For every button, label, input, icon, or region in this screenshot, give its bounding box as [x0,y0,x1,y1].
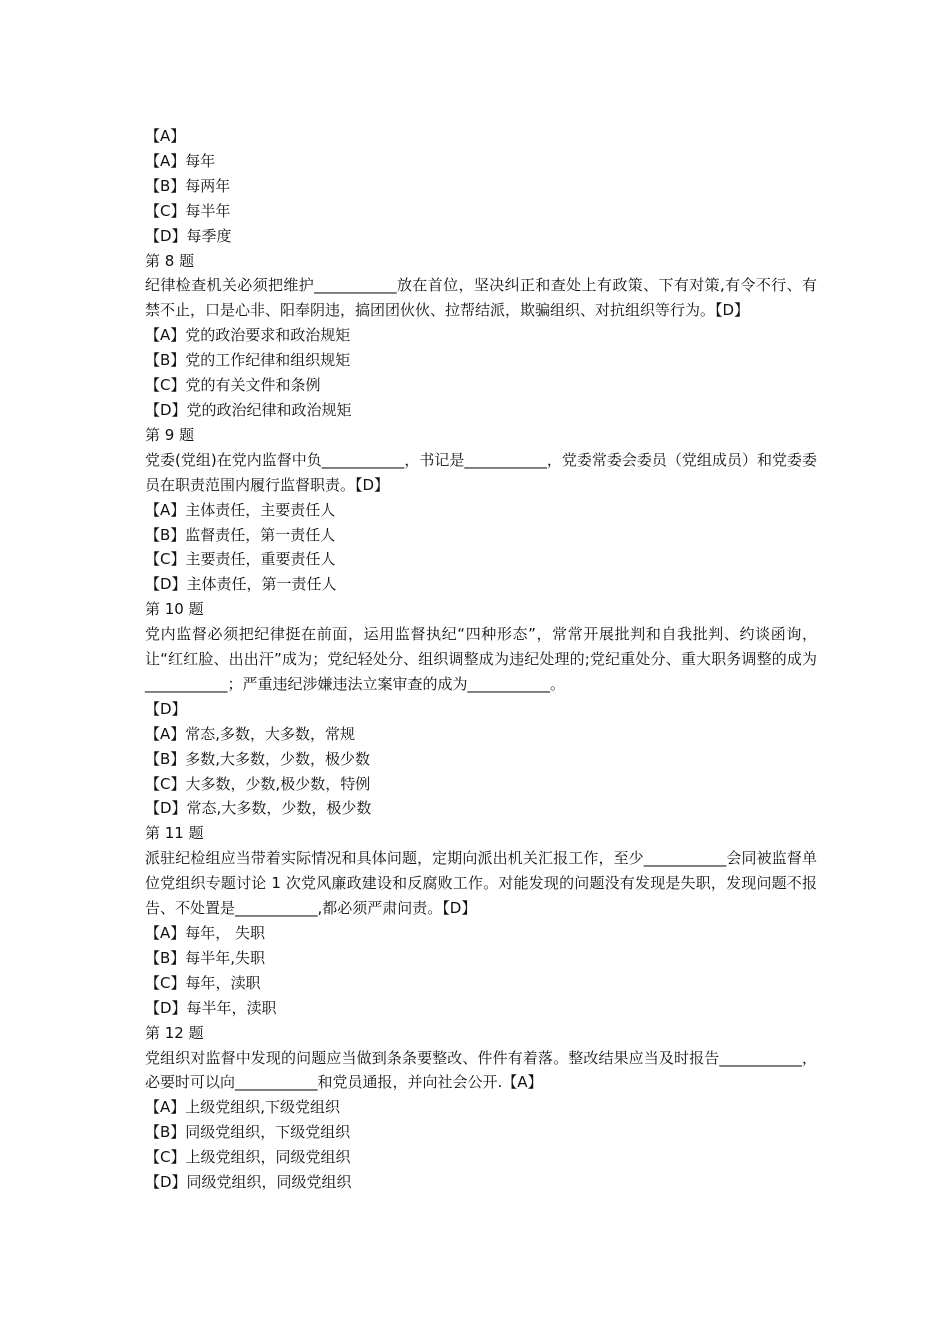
option-b: 【B】监督责任，第一责任人 [145,525,336,544]
question-text: 党组织对监督中发现的问题应当做到条条要整改、件件有着落。整改结果应当及时报告___________，必要时可以向___________和党员通报，并向社会公开.【A】 [145,1048,817,1092]
answer-line: 【D】 [145,699,187,718]
option-a: 【A】常态,多数，大多数，常规 [145,724,356,743]
question-text: 党内监督必须把纪律挺在前面，运用监督执纪“四种形态”，常常开展批判和自我批判、约谈函询，让“红红脸、出出汗”成为；党纪轻处分、组织调整成为违纪处理的;党纪重处分、重大职务调整的成为___________；严重违纪涉嫌违法立案审查的成为___________。 [145,625,817,693]
option-d: 【D】党的政治纪律和政治规矩 [145,400,352,419]
option-a: 【A】主体责任，主要责任人 [145,500,336,519]
option-d: 【D】每季度 [145,226,232,245]
question-number: 第 8 题 [145,251,195,270]
question-number: 第 12 题 [145,1023,204,1042]
question-text: 派驻纪检组应当带着实际情况和具体问题，定期向派出机关汇报工作，至少___________会同被监督单位党组织专题讨论 1 次党风廉政建设和反腐败工作。对能发现的问题没有发现是失职，发现问题不报告、不处置是___________,都必须严肃问责。【D】 [145,849,817,918]
option-a: 【A】每年 [145,151,216,170]
option-d: 【D】每半年，渎职 [145,998,277,1017]
option-d: 【D】主体责任，第一责任人 [145,575,337,594]
option-c: 【C】上级党组织，同级党组织 [145,1148,351,1167]
question-number: 第 11 题 [145,824,204,843]
option-d: 【D】同级党组织，同级党组织 [145,1173,352,1192]
option-d: 【D】常态,大多数，少数，极少数 [145,799,372,818]
option-a: 【A】每年， 失职 [145,924,266,942]
option-a: 【A】党的政治要求和政治规矩 [145,326,351,345]
option-a: 【A】上级党组织,下级党组织 [145,1098,341,1117]
option-c: 【C】每半年 [145,201,231,220]
option-c: 【C】每年，渎职 [145,973,261,992]
question-text: 纪律检查机关必须把维护___________放在首位，坚决纠正和查处上有政策、下有对策,有令不行、有禁不止，口是心非、阳奉阴违，搞团团伙伙、拉帮结派，欺骗组织、对抗组织等行为。【D】 [145,276,817,320]
document-body [145,124,817,1195]
option-c: 【C】主要责任，重要责任人 [145,550,336,569]
option-b: 【B】每两年 [145,176,231,195]
question-number: 第 9 题 [145,425,195,444]
option-b: 【B】每半年,失职 [145,948,266,967]
answer-line: 【A】 [145,127,186,145]
option-c: 【C】大多数，少数,极少数，特例 [145,774,371,793]
option-c: 【C】党的有关文件和条例 [145,376,321,395]
option-b: 【B】多数,大多数，少数，极少数 [145,749,371,768]
question-number: 第 10 题 [145,600,204,619]
option-b: 【B】同级党组织，下级党组织 [145,1123,351,1142]
option-b: 【B】党的工作纪律和组织规矩 [145,351,351,370]
question-text: 党委(党组)在党内监督中负___________，书记是___________，党委常委会委员（党组成员）和党委委员在职责范围内履行监督职责。【D】 [145,450,817,494]
